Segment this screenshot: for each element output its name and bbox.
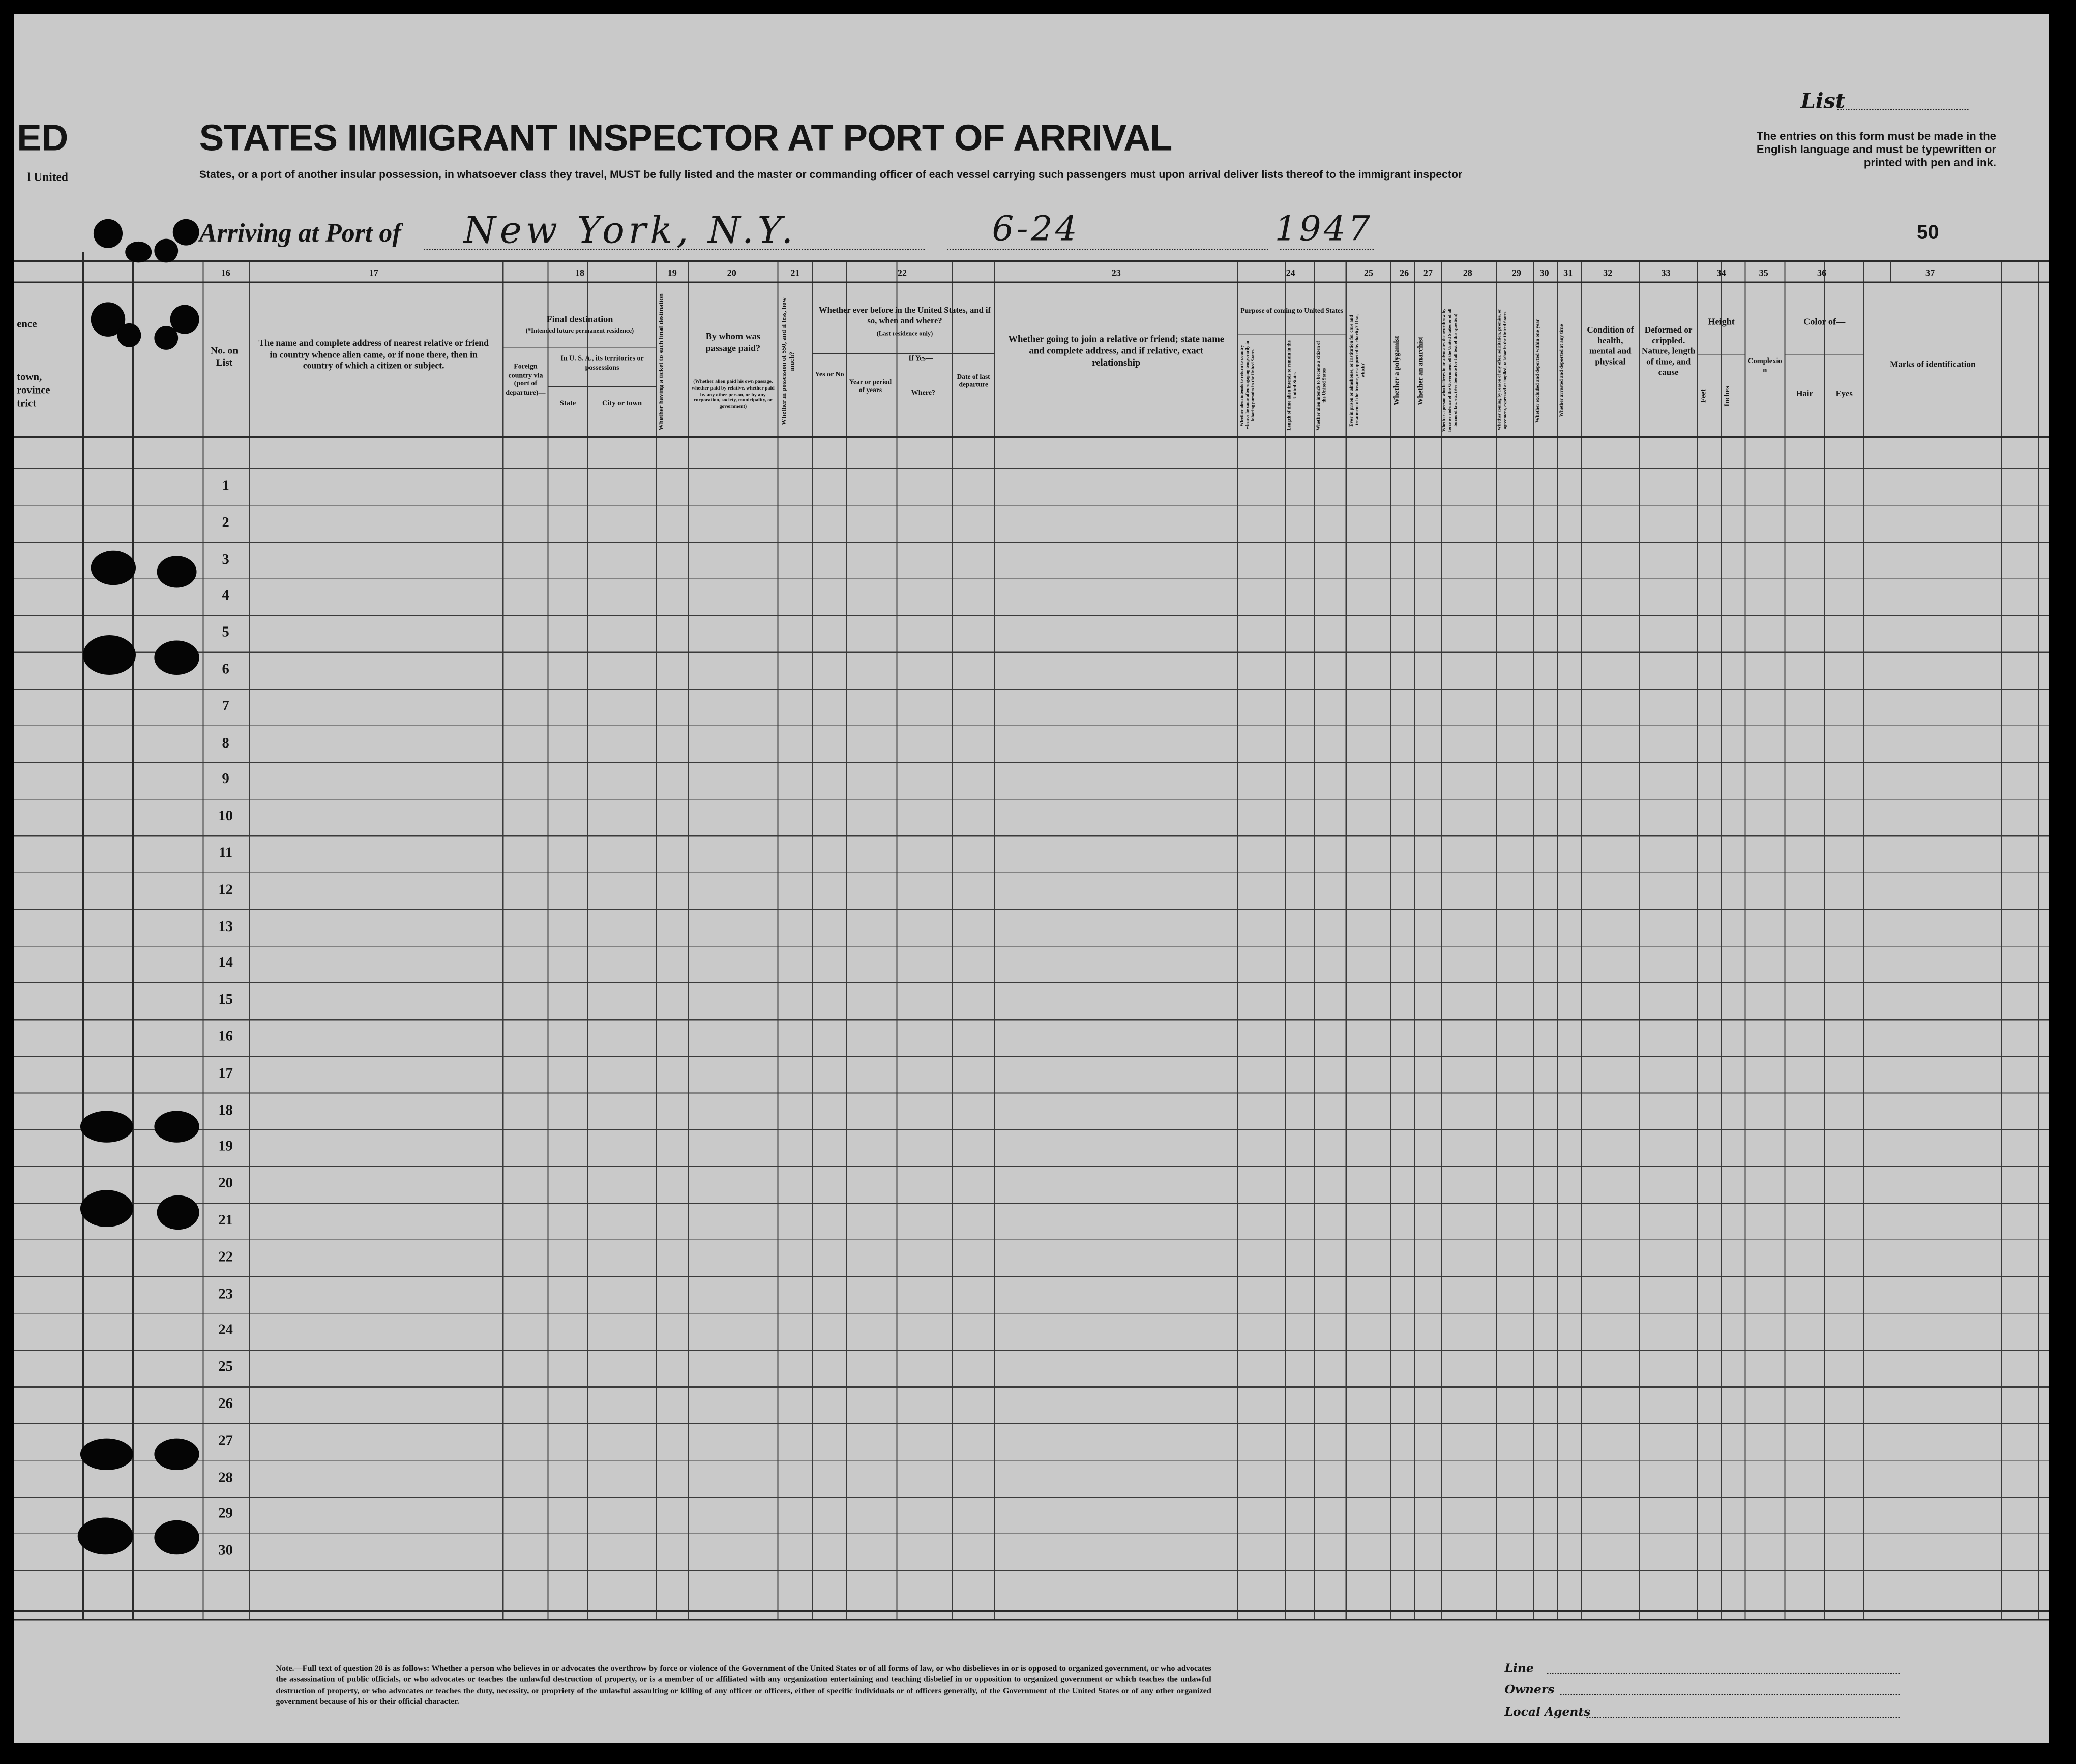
col-35-header: Complexion [1747,357,1782,375]
row-number: 1 [222,477,229,494]
col-17-header: The name and complete address of nearest relative or friend in country whence alien came, or if none there, then in country of which a citizen or subject. [258,339,489,371]
col-20-note: (Whether alien paid his own passage, whether paid by relative, whether paid by any other person, or by any corporation, society, municipality, or government) [691,379,775,410]
col-18-header: Final destination [546,314,613,325]
col-num-32: 32 [1603,267,1613,279]
binder-hole [117,323,141,347]
col-18-state-header: State [559,400,576,408]
col-18-usa-header: In U. S. A., its territories or possessions [560,355,644,372]
col-num-28: 28 [1463,267,1472,279]
row-number: 19 [218,1139,233,1155]
col-num-34: 34 [1716,267,1726,279]
col-34-inches-header: Inches [1724,385,1732,407]
col-22-ifyes-header: If Yes— [908,355,933,363]
row-number: 29 [218,1506,233,1522]
row-number: 30 [218,1543,233,1559]
col-22-where-header: Where? [911,389,936,398]
port-entry[interactable]: New York, N.Y. [463,208,797,252]
col-33-header: Deformed or crippled. Nature, length of time, and cause [1642,326,1696,378]
row-number: 21 [218,1212,233,1229]
col-22-note: (Last residence only) [876,331,933,338]
binder-hole [91,551,136,585]
row-number: 2 [222,515,229,531]
col-num-23: 23 [1111,267,1121,279]
row-number: 23 [218,1285,233,1302]
col-num-30: 30 [1539,267,1549,279]
col-34-feet-header: Feet [1700,389,1708,403]
col-36-eyes-header: Eyes [1835,389,1853,399]
col-24a-header: Whether alien intends to return to country whence he came after engaging temporarily in laboring pursuits in the United States [1239,341,1256,430]
row-number: 8 [222,735,229,751]
col-16-header: No. on List [211,344,239,369]
col-num-35: 35 [1759,267,1768,279]
col-18-city-header: City or town [602,400,642,408]
binder-hole [154,1111,199,1142]
row-number: 27 [218,1432,233,1449]
col-num-31: 31 [1563,267,1573,279]
col-22-header: Whether ever before in the United States, and if so, when and where? [819,306,991,326]
col-num-24: 24 [1286,267,1295,279]
binder-hole [154,1520,199,1555]
col-32-header: Condition of health, mental and physical [1587,326,1634,367]
row-number: 20 [218,1176,233,1192]
form-subtitle: States, or a port of another insular possession, in whatsoever class they travel, MUST be fully listed and the master or commanding officer of each vessel carrying such passengers must upon arrival deliver lists thereof to the immigrant inspector [199,168,1463,181]
row-number: 25 [218,1359,233,1376]
binder-hole [94,219,123,248]
row-number: 26 [218,1396,233,1412]
binder-hole [154,326,178,350]
binder-hole [157,1195,199,1230]
row-number: 12 [218,882,233,898]
col-19-header: Whether having a ticket to such final destination [659,293,666,430]
col-37-header: Marks of identification [1890,360,1976,370]
col-num-33: 33 [1661,267,1671,279]
partial-title: ED [17,117,69,159]
col-num-25: 25 [1363,267,1374,279]
page-number: 50 [1917,221,1939,245]
row-number: 16 [218,1029,233,1045]
arriving-label: Arriving at Port of [199,219,401,248]
binder-hole [154,640,199,675]
col-num-18: 18 [575,267,585,279]
binder-hole [80,1190,133,1227]
partial-label-3: rovince [17,384,50,396]
row-number: 11 [219,845,233,861]
partial-united-text: l United [27,170,68,184]
row-number: 22 [218,1249,233,1265]
footnote-question-28: Note.—Full text of question 28 is as follows: Whether a person who believes in or advocates the overthrow by force or violence of the Government of the United States or of all forms of law, or who disbelieves in or is opposed to organized government, or who advocates the assassination of public officials, or who advocates or teaches the unlawful destruction of property, or is a member of or affiliated with any organization entertaining and teaching disbelief in or opposition to organized government or which teaches the unlawful destruction of property, or who advocates or teaches the duty, necessity, or propriety of the unlawful assaulting or killing of any officer or officers, either of specific individuals or of officers generally, of the Government of the United States or of any other organized government because of his or their official character. [276,1664,1211,1707]
col-24c-header: Whether alien intends to become a citizen of the United States [1316,341,1327,431]
col-25-header: Ever in prison or almshouse, or institution for care and treatment of the insane, or supported by charity? If so, which? [1348,314,1366,426]
row-number: 13 [218,918,233,935]
col-num-16: 16 [221,267,230,279]
row-number: 4 [222,588,229,604]
col-num-19: 19 [667,267,677,279]
date-entry[interactable]: 6-24 [992,210,1080,250]
col-36-hair-header: Hair [1796,389,1813,399]
col-26-header: Whether a polygamist [1393,335,1402,405]
owners-label: Owners [1504,1684,1555,1697]
binder-hole [173,219,199,246]
row-number: 28 [218,1469,233,1486]
col-num-36: 36 [1817,267,1827,279]
list-label: List [1800,88,1846,113]
row-number: 24 [218,1323,233,1339]
row-number: 18 [218,1102,233,1118]
col-24-header: Purpose of coming to United States [1240,307,1344,316]
binder-hole [125,242,152,263]
partial-label-1: ence [17,318,37,330]
col-22-year-header: Year or period of years [849,379,892,396]
local-agents-label: Local Agents [1504,1707,1591,1720]
row-number: 17 [218,1065,233,1082]
row-number: 5 [222,624,229,641]
row-number: 9 [222,771,229,788]
partial-label-4: trict [17,397,37,409]
manifest-stage [14,14,2049,1743]
col-num-27: 27 [1423,267,1433,279]
row-number: 10 [218,808,233,825]
col-num-17: 17 [369,267,378,279]
binder-hole [80,1111,133,1142]
row-number: 7 [222,698,229,714]
form-instructions: The entries on this form must be made in the English language and must be typewritten or printed with pen and ink. [1756,129,1996,169]
col-34-header: Height [1708,316,1735,327]
col-31-header: Whether arrested and deported at any time [1559,323,1564,417]
col-num-22: 22 [897,267,907,279]
col-29-header: Whether coming by reason of any offer, solicitation, promise, or agreement, expressed or implied, to labor in the United States [1496,309,1508,431]
col-22-yesno-header: Yes or No [815,371,844,379]
entry-lines [14,14,2049,1743]
col-22-date-header: Date of last departure [957,373,990,390]
binder-hole [154,239,178,263]
col-21-header: Whether in possession of $50, and if less, how much? [782,297,797,426]
col-24b-header: Length of time alien intends to remain in the United States [1286,340,1298,431]
binder-hole [80,1439,133,1470]
col-18-note: (*Intended future permanent residence) [525,328,634,336]
col-num-21: 21 [790,267,800,279]
col-23-header: Whether going to join a relative or friend; state name and complete address, and if relative, exact relationship [1008,334,1225,368]
line-label: Line [1504,1663,1534,1677]
binder-hole [154,1439,199,1470]
partial-label-2: town, [17,371,42,383]
row-number: 15 [218,992,233,1008]
col-36-header: Color of— [1803,316,1846,327]
col-20-header: By whom was passage paid? [705,331,761,353]
col-28-header: Whether a person who believes in or advocates the overthrow by force or violence of the Government of the United States or of all forms of law, etc. (See footnote for full text of this question) [1441,309,1458,432]
year-entry[interactable]: 1947 [1274,210,1373,250]
binder-hole [157,556,197,587]
col-18-foreign-header: Foreign country via (port of departure)— [506,363,546,397]
manifest-sheet [14,14,2049,1743]
row-number: 3 [222,551,229,567]
col-num-29: 29 [1511,267,1522,279]
binder-hole [78,1518,133,1555]
row-number: 14 [218,955,233,971]
col-num-26: 26 [1400,267,1409,279]
form-title: STATES IMMIGRANT INSPECTOR AT PORT OF ARRIVAL [199,117,1172,159]
binder-hole [83,635,136,675]
col-num-37: 37 [1925,267,1935,279]
row-number: 6 [222,662,229,678]
col-30-header: Whether excluded and deported within one year [1535,318,1540,422]
col-27-header: Whether an anarchist [1417,336,1426,405]
col-num-20: 20 [727,267,736,279]
